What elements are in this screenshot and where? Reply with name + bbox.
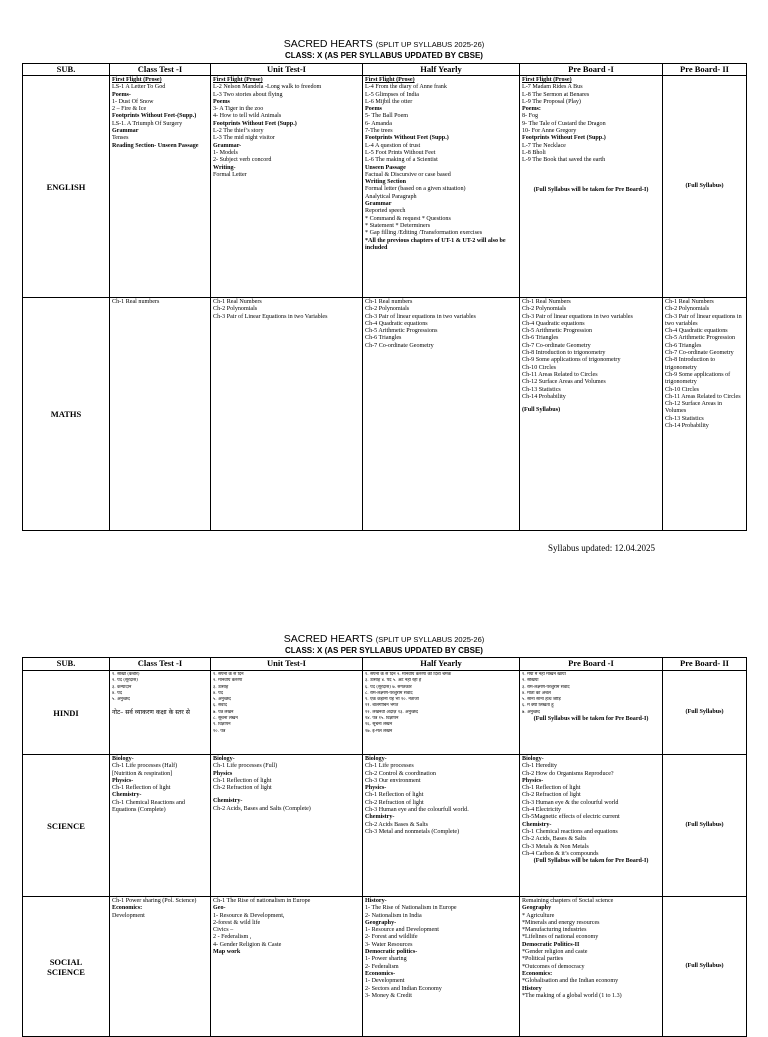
hindi-syllabus-line: ९. विज्ञापन (213, 722, 231, 728)
syllabus-line: Formal Letter (213, 171, 247, 178)
syllabus-line: LS-1 A Letter To God (112, 84, 166, 91)
spacer (522, 165, 660, 187)
syllabus-line: Ch-4 Carbon & it’s compounds (522, 850, 599, 857)
syllabus-line: L-6 The making of a Scientist (365, 157, 438, 164)
header-half-yearly: Half Yearly (363, 64, 520, 76)
english-pre-board-2: (Full Syllabus) (663, 76, 747, 298)
hindi-syllabus-line: ८. सूचना लेखन (213, 716, 238, 722)
syllabus-line: Ch-10 Circles (522, 364, 557, 371)
hindi-class-test-list (112, 672, 208, 703)
syllabus-line: Development (112, 912, 145, 919)
syllabus-line: Ch-14 Probability (665, 423, 709, 430)
syllabus-line: L-3 The mid night visitor (213, 135, 275, 142)
syllabus-line: Ch-7 Co-ordinate Geometry (665, 350, 734, 357)
hindi-row (23, 671, 747, 755)
science-class-test (110, 755, 211, 897)
syllabus-subtitle: (SPLIT UP SYLLABUS 2025-26) (375, 635, 485, 644)
hindi-syllabus-line: ६. संवाद (213, 703, 227, 709)
syllabus-line: Ch-2 Polynomials (213, 306, 258, 313)
syllabus-line: Ch-11 Areas Related to Circles (522, 371, 598, 378)
social-pre-board-2: (Full Syllabus) (663, 897, 747, 1037)
syllabus-line: Ch-1 Reflection of light (112, 785, 171, 792)
syllabus-line: Reported speech (365, 208, 406, 215)
syllabus-line: Formal letter (based on a given situation) (365, 186, 466, 193)
header-sub: SUB. (23, 658, 110, 671)
syllabus-line: Poems (213, 98, 230, 105)
hindi-syllabus-line: ४. पद (213, 690, 223, 696)
syllabus-line: Poems (365, 106, 382, 113)
syllabus-line: L-8 Bholi (522, 149, 546, 156)
syllabus-line: Ch-4 Quadratic equations (365, 320, 428, 327)
hindi-syllabus-line: ८. राम-लक्ष्मण-परशुराम संवाद (365, 690, 413, 696)
syllabus-line: Ch-11 Areas Related to Circles (665, 393, 741, 400)
syllabus-line: Ch-3 Pair of linear equations in two variables (522, 313, 633, 320)
syllabus-line: First Flight (Prose) (365, 77, 415, 83)
syllabus-line: Footprints Without Feet-(Supp.) (112, 113, 197, 120)
syllabus-line: L-9 The Proposal (Play) (522, 98, 581, 105)
syllabus-line: L-5 Foot Prints Without Feet (365, 149, 436, 156)
syllabus-line: Ch-10 Circles (665, 386, 700, 393)
syllabus-line: Factual & Discursive or case based (365, 171, 451, 178)
header-unit-test: Unit Test-I (211, 658, 363, 671)
syllabus-line: L-5 Glimpses of India (365, 91, 419, 98)
syllabus-line: Ch-2 Polynomials (522, 306, 567, 313)
syllabus-line: Ch-14 Probability (522, 393, 566, 400)
header-pre-board-2: Pre Board- II (663, 658, 747, 671)
hindi-pre-board-1-note: (Full Syllabus will be taken for Pre Board-I) (533, 716, 649, 723)
syllabus-line: L-6 Mijbil the otter (365, 98, 413, 105)
header-pre-board-2: Pre Board- II (663, 64, 747, 76)
header-unit-test: Unit Test-I (211, 64, 363, 76)
hindi-class-test-note: नोट– सर्व व्याकरण कक्षा के स्तर से (112, 709, 190, 717)
syllabus-line: [Nutrition & respiration] (112, 770, 173, 777)
syllabus-line: Ch-3 Pair of Linear Equations in two Variables (213, 313, 328, 320)
header-sub: SUB. (23, 64, 110, 76)
subject-science: SCIENCE (23, 755, 110, 897)
syllabus-line: Ch-1 Reflection of light (522, 785, 581, 792)
syllabus-line: Ch-9 Some applications of trigonometry (522, 357, 621, 364)
syllabus-line: * Statement * Determiners (365, 222, 431, 229)
syllabus-line: Ch-6 Triangles (522, 335, 559, 342)
syllabus-line: L-4 From the diary of Anne frank (365, 84, 447, 91)
syllabus-line: 1- Resource & Development, (213, 912, 285, 919)
hindi-syllabus-line: १. मैया मैं नहीं माखन खायो (522, 672, 566, 677)
syllabus-line: Ch-1 Chemical Reactions and Equations (Complete) (112, 799, 185, 814)
school-title (0, 38, 768, 51)
syllabus-line: Economics: (522, 970, 553, 977)
syllabus-line: Reading Section- Unseen Passage (112, 142, 199, 149)
syllabus-line: Ch-5 Arithmetic Progressions (365, 328, 438, 335)
syllabus-line: Footprints Without Feet (Supp.) (522, 135, 606, 142)
header-class-test: Class Test -I (110, 64, 211, 76)
hindi-syllabus-line: ३. उत्साह (213, 684, 229, 690)
hindi-syllabus-line: १२. लखनवी अंदाज़ १३. अनुच्छेद (365, 709, 418, 715)
syllabus-line: Ch-4 Quadratic equations (522, 320, 585, 327)
syllabus-line: Grammar (365, 201, 392, 208)
syllabus-line: Ch-8 Introduction to trigonometry (522, 350, 606, 357)
header-row (23, 658, 747, 671)
hindi-syllabus-line: १. साखी (कबीर) (112, 672, 140, 677)
syllabus-line: Ch-3 Metal and nonmetals (Complete) (365, 828, 460, 835)
syllabus-line: Ch-1 Life processes (Half) (112, 763, 178, 770)
syllabus-line: 5- The Ball Poem (365, 113, 409, 120)
social-science-row (23, 897, 747, 1037)
syllabus-line: *Lifelines of national economy (522, 934, 599, 941)
syllabus-line: 1- Dust Of Snow (112, 98, 154, 105)
syllabus-line: 6- Amanda (365, 120, 392, 127)
header-class-test: Class Test -I (110, 658, 211, 671)
social-pre-board-1 (520, 897, 663, 1037)
syllabus-line: L-9 The Book that saved the earth (522, 157, 606, 164)
syllabus-line: 2-forest & wild life (213, 919, 261, 926)
syllabus-line: Ch-2 Refraction of light (365, 799, 424, 806)
syllabus-line: L-8 The Sermon at Benares (522, 91, 590, 98)
syllabus-line: Grammar (112, 128, 139, 135)
syllabus-line: 2- Subject verb concord (213, 157, 272, 164)
syllabus-line: *The making of a global world (1 to 1.3) (522, 992, 622, 999)
hindi-syllabus-line: १. सपनों के से दिन २. मानवीय करुणा की दिव्य चमक (365, 672, 452, 677)
syllabus-line: Ch-2 Refraction of light (213, 785, 272, 792)
page-2-heading (0, 633, 768, 656)
syllabus-line: * Command & request * Questions (365, 215, 451, 222)
syllabus-line: Ch-3 Pair of linear equations in two variables (365, 313, 476, 320)
syllabus-line: Ch-7 Co-ordinate Geometry (365, 342, 434, 349)
hindi-syllabus-line: ३. कन्यादान (112, 684, 132, 690)
syllabus-line: Geography (522, 905, 552, 912)
class-line: CLASS: X (AS PER SYLLABUS UPDATED BY CBSE) (285, 51, 483, 60)
hindi-syllabus-line: १७. ई-मेल लेखन (365, 728, 393, 734)
syllabus-line: Chemistry- (213, 798, 243, 805)
syllabus-line: Ch-8 Introduction to trigonometry (665, 357, 716, 371)
syllabus-line: Ch-1 Heredity (522, 763, 558, 770)
school-name: SACRED HEARTS (283, 633, 373, 645)
syllabus-line: Ch-1 The Rise of nationalism in Europe (213, 898, 311, 904)
english-pre-board-1 (520, 76, 663, 298)
hindi-syllabus-line: २. मानवीय करुणा (213, 678, 243, 684)
subject-hindi: HINDI (23, 671, 110, 755)
syllabus-line: Physics- (365, 785, 387, 792)
hindi-syllabus-line: ४. पद (112, 690, 122, 696)
maths-half-yearly (363, 298, 520, 531)
hindi-syllabus-line: ३. उत्साह ४. पद ५. अट नहीं रही है (365, 678, 422, 684)
maths-pre-board-1-list (522, 299, 660, 401)
syllabus-line: Ch-1 Real Numbers (522, 299, 571, 305)
hindi-syllabus-line: १६. सूचना लेखन (365, 722, 393, 728)
hindi-syllabus-line: ५. साना साना हाथ जोड़ि (522, 697, 561, 703)
social-half-yearly (363, 897, 520, 1037)
syllabus-line: Ch-1 Reflection of light (213, 777, 272, 784)
syllabus-line: Ch-1 Life processes (365, 763, 414, 770)
syllabus-line: Ch-13 Statistics (665, 415, 704, 422)
school-name: SACRED HEARTS (283, 38, 373, 50)
syllabus-line: (Full Syllabus will be taken for Pre Board-I) (533, 858, 649, 865)
syllabus-line: Ch-12 Surface Areas and Volumes (522, 379, 606, 386)
syllabus-line: Ch-4 Electricity (522, 807, 562, 814)
maths-pre-board-1 (520, 298, 663, 531)
syllabus-line: 1- Resource and Development (365, 927, 439, 934)
syllabus-line: Ch-6 Triangles (665, 342, 702, 349)
subject-social-line-2: SCIENCE (47, 966, 85, 977)
syllabus-line: (Full Syllabus will be taken for Pre Board-I) (533, 186, 649, 193)
syllabus-line: 2 – Fire & Ice (112, 106, 147, 113)
syllabus-table-1 (22, 63, 747, 531)
syllabus-line: L-7 Madam Rides A Bus (522, 84, 583, 91)
english-class-test (110, 76, 211, 298)
syllabus-line: Ch-3 Metals & Non Metals (522, 843, 589, 850)
hindi-syllabus-line: ९. एक कहानी यह भी १०. नेताजी (365, 697, 419, 703)
hindi-syllabus-line: १०. पत्र (213, 728, 226, 734)
english-unit-test (211, 76, 363, 298)
syllabus-line: Economics- (365, 970, 396, 977)
hindi-syllabus-line: ७. अनुच्छेद (522, 709, 540, 715)
syllabus-line: Chemistry- (522, 821, 552, 828)
science-row (23, 755, 747, 897)
syllabus-line: 1- The Rise of Nationalism in Europe (365, 905, 457, 912)
syllabus-line: 1- Power sharing (365, 956, 407, 963)
header-pre-board-1: Pre Board -I (520, 64, 663, 76)
syllabus-line: Ch-2 Acids, Bases and Salts (Complete) (213, 805, 311, 812)
syllabus-line: *Minerals and energy resources (522, 919, 600, 926)
syllabus-line: Ch-13 Statistics (522, 386, 561, 393)
syllabus-line: 7-The trees (365, 128, 393, 135)
subject-maths: MATHS (23, 298, 110, 531)
maths-class-test (110, 298, 211, 531)
maths-pre-board-1-note: (Full Syllabus) (522, 407, 561, 414)
class-line: CLASS: X (AS PER SYLLABUS UPDATED BY CBSE) (285, 646, 483, 655)
syllabus-line: Ch-1 Real Numbers (213, 299, 262, 305)
syllabus-line: Economics: (112, 905, 143, 912)
hindi-syllabus-line: ४. माता का अंचल (522, 690, 551, 696)
syllabus-line: 3- Money & Credit (365, 992, 412, 999)
syllabus-line: Biology- (213, 756, 235, 762)
syllabus-line: 2- Forest and wildlife (365, 934, 418, 941)
syllabus-line: * Gap filling /Editing /Transformation exercises (365, 230, 483, 237)
syllabus-line: 1- Development (365, 978, 405, 985)
english-row (23, 76, 747, 298)
syllabus-line: Civics – (213, 927, 234, 934)
syllabus-line: L-2 The thief’s story (213, 128, 264, 135)
science-unit-test (211, 755, 363, 897)
hindi-syllabus-line: २. सखियाँ (522, 678, 539, 684)
header-row (23, 64, 747, 76)
syllabus-line: *All the previous chapters of UT-1 & UT-2 will also be included (365, 237, 506, 251)
syllabus-line: *Outcomes of democracy (522, 963, 585, 970)
syllabus-line: Ch-3 Human eye & the colourful world (522, 799, 619, 806)
syllabus-line: Geo- (213, 905, 226, 912)
syllabus-line: Chemistry- (112, 792, 142, 799)
syllabus-line: Ch-3 Pair of linear equations in two variables (665, 313, 742, 327)
syllabus-line: Footprints Without Feet (Supp.) (365, 135, 449, 142)
syllabus-line: 2- Nationalism in India (365, 912, 422, 919)
header-pre-board-1: Pre Board -I (520, 658, 663, 671)
syllabus-line: First Flight (Prose) (522, 77, 572, 83)
science-pre-board-2: (Full Syllabus) (663, 755, 747, 897)
syllabus-line: Unseen Passage (365, 164, 406, 171)
syllabus-line: Democratic politics- (365, 949, 418, 956)
syllabus-line: Ch-2 Acids Bases & Salts (365, 821, 428, 828)
syllabus-line: Ch-1 Real numbers (365, 299, 413, 305)
syllabus-line: 2- Sectors and Indian Economy (365, 985, 442, 992)
syllabus-line: Ch-4 Quadratic equations (665, 328, 728, 335)
syllabus-line: *Political parties (522, 956, 564, 963)
syllabus-line: 10- For Anne Gregory (522, 128, 577, 135)
syllabus-line: 3- Water Resources (365, 941, 413, 948)
syllabus-line: Ch-1 Real numbers (112, 299, 160, 305)
hindi-unit-test (211, 671, 363, 755)
english-half-yearly (363, 76, 520, 298)
syllabus-line: History (522, 985, 542, 992)
syllabus-line: L-3 Two stories about flying (213, 91, 283, 98)
syllabus-line: Ch-1 Chemical reactions and equations (522, 828, 618, 835)
syllabus-line: Ch-2 Polynomials (365, 306, 410, 313)
hindi-syllabus-line: ११. बालगोबिन भगत (365, 703, 399, 709)
syllabus-line: Ch-1 Real Numbers (665, 299, 714, 305)
syllabus-line: LS-1. A Triumph Of Surgery (112, 120, 183, 127)
syllabus-line: Writing Section (365, 179, 407, 186)
syllabus-line: Biology- (522, 756, 544, 762)
social-class-test (110, 897, 211, 1037)
syllabus-line: Physics- (112, 777, 134, 784)
hindi-pre-board-2: (Full Syllabus) (663, 671, 747, 755)
hindi-syllabus-line: ६. मैं क्यों लिखता हूँ (522, 703, 554, 709)
syllabus-line: 4- How to tell wild Animals (213, 113, 282, 120)
syllabus-line: Poems- (112, 91, 131, 98)
syllabus-line: Biology- (365, 756, 387, 762)
syllabus-line: Ch-3 Human eye and the colourfull world. (365, 807, 469, 814)
syllabus-line: Ch-12 Surface Areas in Volumes (665, 401, 723, 415)
syllabus-line: Chemistry- (365, 814, 395, 821)
hindi-pre-board-1 (520, 671, 663, 755)
syllabus-line: Ch-5 Arithmetic Progression (522, 328, 593, 335)
syllabus-line: Biology- (112, 756, 134, 762)
social-unit-test (211, 897, 363, 1037)
syllabus-line: Map work (213, 949, 241, 956)
subject-social-science (23, 897, 110, 1037)
syllabus-line: First Flight (Prose) (112, 77, 162, 83)
syllabus-line: Physics (213, 770, 233, 777)
subject-english: ENGLISH (23, 76, 110, 298)
syllabus-line: Democratic Politics-II (522, 941, 580, 948)
hindi-syllabus-line: १४. पत्र १५. विज्ञापन (365, 716, 399, 722)
syllabus-line: 3- A Tiger in the zoo (213, 106, 264, 113)
syllabus-line: Ch-1 Power sharing (Pol. Science) (112, 898, 197, 904)
maths-unit-test (211, 298, 363, 531)
syllabus-line: Ch-1 Reflection of light (365, 792, 424, 799)
hindi-pre-board-1-list (522, 672, 660, 716)
hindi-syllabus-line: २. पद (सूरदास) (112, 678, 138, 684)
science-half-yearly (363, 755, 520, 897)
syllabus-line: L-7 The Necklace (522, 142, 566, 149)
syllabus-line: Ch-3 Our environment (365, 777, 421, 784)
syllabus-line: Ch-2 Acids, Bases & Salts (522, 836, 587, 843)
hindi-syllabus-line: ६. पद (सूरदास) ७. संगतकार (365, 684, 412, 690)
school-title (0, 633, 768, 646)
syllabus-updated-date: Syllabus updated: 12.04.2025 (548, 543, 655, 553)
syllabus-line: Grammar- (213, 142, 242, 149)
maths-pre-board-2 (663, 298, 747, 531)
subject-social-line-1: SOCIAL (49, 956, 83, 967)
syllabus-line: Tenses (112, 135, 129, 142)
syllabus-line: * Agriculture (522, 912, 555, 919)
syllabus-line: *Gender religion and caste (522, 949, 588, 956)
syllabus-line: *Manufacturing industries (522, 927, 587, 934)
hindi-syllabus-line: ५. अनुच्छेद (112, 697, 130, 703)
syllabus-line: Ch-6 Triangles (365, 335, 402, 342)
syllabus-line: Ch-2 Polynomials (665, 306, 710, 313)
syllabus-line: Ch-7 Co-ordinate Geometry (522, 342, 591, 349)
maths-row (23, 298, 747, 531)
syllabus-line: Footprints Without Feet (Supp.) (213, 120, 297, 127)
syllabus-line: Ch-2 Refraction of light (522, 792, 581, 799)
syllabus-line: History- (365, 898, 387, 904)
syllabus-line: Ch-9 Some applications of trigonometry (665, 371, 731, 386)
syllabus-line: 9- The Tale of Custard the Dragon (522, 120, 606, 127)
syllabus-line: L-2 Nelson Mandela -Long walk to freedom (213, 84, 322, 91)
syllabus-line: Geography- (365, 919, 397, 926)
syllabus-line: 4- Gender Religion & Caste (213, 941, 282, 948)
hindi-syllabus-line: १. सपनों के से दिन (213, 672, 244, 677)
syllabus-line: 2 - Federalism , (213, 934, 252, 941)
syllabus-line: 1- Models (213, 149, 238, 156)
syllabus-line: Analytical Paragraph (365, 193, 417, 200)
syllabus-line: Ch-5Magnetic effects of electric current (522, 814, 620, 821)
syllabus-line: 8- Fog (522, 113, 539, 120)
hindi-syllabus-line: ५. अनुच्छेद (213, 697, 231, 703)
syllabus-line: Ch-2 Control & coordination (365, 770, 436, 777)
hindi-syllabus-line: ७. पत्र लेखन (213, 709, 234, 715)
header-half-yearly: Half Yearly (363, 658, 520, 671)
syllabus-line: Physics- (522, 777, 544, 784)
syllabus-line: L-4 A question of trust (365, 142, 421, 149)
syllabus-subtitle: (SPLIT UP SYLLABUS 2025-26) (375, 40, 485, 49)
syllabus-table-2 (22, 657, 747, 1037)
syllabus-line: Ch-2 How do Organisms Reproduce? (522, 770, 614, 777)
science-pre-board-1 (520, 755, 663, 897)
syllabus-line: Remaining chapters of Social science (522, 898, 614, 904)
syllabus-line: First Flight (Prose) (213, 77, 263, 83)
hindi-class-test (110, 671, 211, 755)
hindi-syllabus-line: ३. राम-लक्ष्मण-परशुराम संवाद (522, 684, 570, 690)
syllabus-line: 2- Federalism (365, 963, 399, 970)
syllabus-line: Ch-1 Life processes (Full) (213, 763, 278, 770)
syllabus-line: Poems: (522, 106, 541, 113)
page-1-heading (0, 38, 768, 61)
syllabus-line: Ch-5 Arithmetic Progression (665, 335, 736, 342)
syllabus-line: Writing- (213, 164, 236, 171)
hindi-half-yearly (363, 671, 520, 755)
syllabus-line: *Globalisation and the Indian economy (522, 978, 619, 985)
